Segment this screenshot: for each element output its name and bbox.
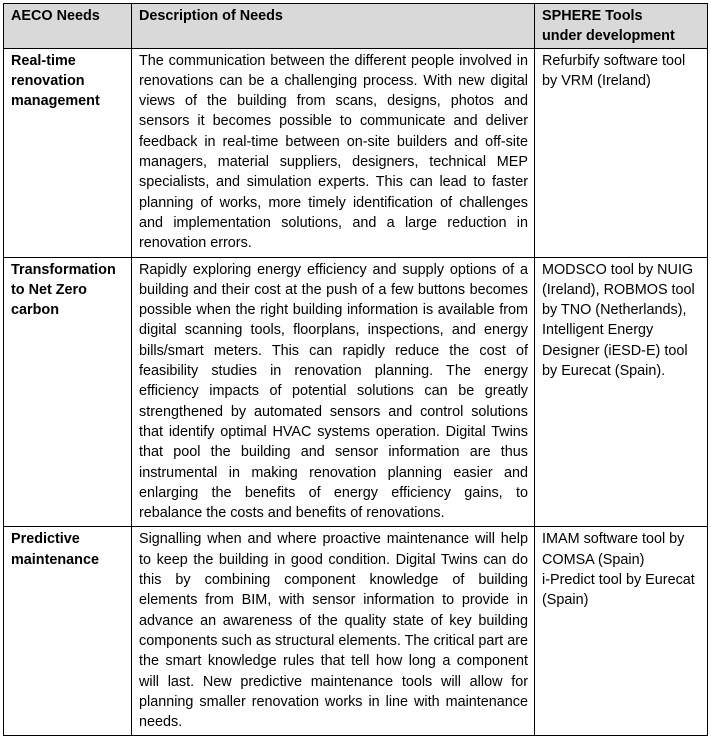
header-description: Description of Needs (132, 4, 535, 49)
table-row (4, 257, 708, 527)
header-sphere-tools-line2: under development (542, 28, 675, 45)
header-sphere-tools (535, 4, 708, 49)
tools-cell (535, 257, 708, 527)
need-cell: Predictive maintenance (4, 527, 132, 736)
tool-entry: i-Predict tool by Eurecat (Spain) (542, 572, 695, 609)
table-row (4, 527, 708, 736)
description-cell: Rapidly exploring energy efficiency and supply options of a building and their cost at the push of a few buttons becomes possible when the right building information is available from digital scanning tools, floorplans, inspections, and energy bills/smart meters. This can rapidly reduce the cost of feasibility studies in renovation planning. The energy efficiency impacts of potential solutions can be greatly strengthened by automated sensors and control solutions that identify optimal HVAC systems operation. Digital Twins that pool the building and sensor information are thus instrumental in making renovation planning easier and enlarging the benefits of energy efficiency gains, to rebalance the costs and benefits of renovations. (132, 257, 535, 527)
header-aeco-needs: AECO Needs (4, 4, 132, 49)
description-cell: The communication between the different people involved in renovations can be a challenging process. With new digital views of the building from scans, designs, photos and sensors it becomes possible to communicate and deliver feedback in real-time between on-site builders and off-site managers, material suppliers, designers, technical MEP specialists, and simulation experts. This can lead to faster planning of works, more timely identification of challenges and implementation solutions, and a large reduction in renovation errors. (132, 48, 535, 257)
description-cell: Signalling when and where proactive maintenance will help to keep the building in good condition. Digital Twins can do this by combining component knowledge of building elements from BIM, with sensor information to provide in advance an awareness of the quality state of key building components such as structural elements. The critical part are the smart knowledge rules that tell how long a component will last. New predictive maintenance tools will allow for planning smaller renovation works in line with maintenance needs. (132, 527, 535, 736)
tool-entry: MODSCO tool by NUIG (Ireland), ROBMOS tool by TNO (Netherlands), Intelligent Energy Designer (iESD-E) tool by Eurecat (Spain). (542, 261, 695, 380)
tools-cell (535, 48, 708, 257)
need-cell: Real-time renovation management (4, 48, 132, 257)
header-row (4, 4, 708, 49)
aeco-needs-table (3, 3, 708, 736)
tool-entry: Refurbify software tool by VRM (Ireland) (542, 52, 686, 89)
tool-entry: IMAM software tool by COMSA (Spain) (542, 531, 685, 568)
tools-cell (535, 527, 708, 736)
need-cell: Transformation to Net Zero carbon (4, 257, 132, 527)
table-row (4, 48, 708, 257)
header-sphere-tools-line1: SPHERE Tools (542, 8, 643, 24)
